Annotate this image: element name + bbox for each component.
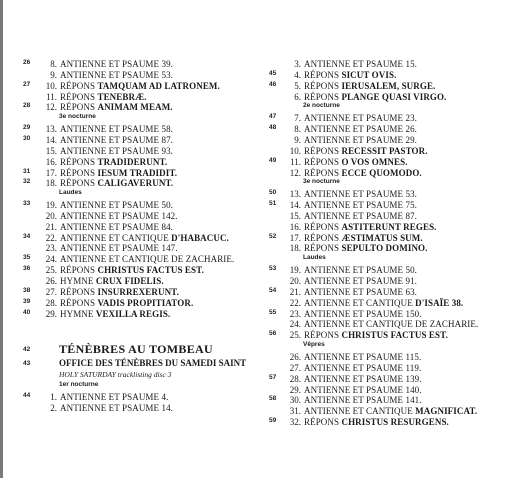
track-title-text: ANTIENNE ET CANTIQUE <box>304 406 416 417</box>
track-title-bold: SEPULTO DOMINO. <box>341 243 428 254</box>
track-title-bold: CHRISTUS RESURGENS. <box>341 417 449 428</box>
track-number: 24. <box>289 319 301 330</box>
track-number: 29. <box>45 308 57 319</box>
track-title-text: ANTIENNE ET CANTIQUE <box>60 232 172 243</box>
track-title-text: ANTIENNE ET PSAUME 15. <box>304 59 418 69</box>
track-title-text: RÉPONS <box>304 80 342 91</box>
track-number: 32. <box>289 417 301 428</box>
track-number: 20. <box>45 210 57 221</box>
track-number: 10. <box>289 145 301 156</box>
page-number: 34 <box>23 232 31 240</box>
track-number: 28. <box>289 373 301 384</box>
track-number: 10. <box>45 80 57 91</box>
track-number: 26. <box>45 276 57 286</box>
track-title-text: ANTIENNE ET PSAUME 14. <box>60 403 174 414</box>
track-title-text: RÉPONS <box>304 243 342 254</box>
track-title-text: ANTIENNE ET PSAUME 139. <box>304 373 422 384</box>
page-number: 39 <box>23 297 31 305</box>
track-number: 29. <box>289 384 301 395</box>
track-number: 5. <box>294 80 301 91</box>
track-title-bold: TAMQUAM AD LATRONEM. <box>97 80 220 91</box>
document-page: 26 8. ANTIENNE ET PSAUME 39. 9. ANTIENNE ET PSAUME 53. 27 10. RÉPONS TAMQUAM AD LATRONEM. 11. RÉPONS TENEBRÆ. 28 12. RÉPONS ANIMAM MEAM. 3e nocturne 29 13. ANTIENNE ET PSAUME 58. 30 14. ANTIENNE ET PSAUME 87. 15. ANTIENNE ET PSAUME 93. 16. RÉPONS TRADIDERUNT. 31 17. RÉPONS IESUM TRADIDIT. 32 18. RÉPONS CALIGAVERUNT. Laudes 33 19. ANTIENNE ET PSAUME 50. 20. ANTIENNE ET PSAUME 142. 21. ANTIENNE ET PSAUME 84. 34 22. ANTIENNE ET CANTIQUE D'HABACUC. 23. ANTIENNE ET PSAUME 147. 35 24. ANTIENNE ET CANTIQUE DE ZACHARIE. 36 25. RÉPONS CHRISTUS FACTUS EST. 26. HYMNE CRUX FIDELIS. 38 27. RÉPONS INSURREXERUNT. 39 28. RÉPONS VADIS PROPITIATOR. 40 29. HYMNE VEXILLA REGIS. 42 TÉNÈBRES AU TOMBEAU 43 OFFICE DES TÉNÈBRES DU SAMEDI SAINT HOLY SATURDAY tracklisting disc 3 1er nocturne 44 1. ANTIENNE ET PSAUME 4. 2. ANTIENNE ET PSAUME 14. 3. ANTIENNE ET PSAUME 15. 45 4. RÉPONS SICUT OVIS. 46 5. RÉPONS IERUSALEM, SURGE. 6. RÉPONS PLANGE QUASI VIRGO. 2e nocturne 47 7. ANTIENNE ET PSAUME 23. 48 8. ANTIENNE ET PSAUME 26. 9. ANTIENNE ET PSAUME 29. 10. RÉPONS RECESSIT PASTOR. 49 11. RÉPONS O VOS OMNES. 12. RÉPONS ECCE QUOMODO. 3e nocturne 50 13. ANTIENNE ET PSAUME 53. 51 14. ANTIENNE ET PSAUME 75. 15. ANTIENNE ET PSAUME 87. 16. RÉPONS ASTITERUNT REGES. 52 17. RÉPONS ÆSTIMATUS SUM. 18. RÉPONS SEPULTO DOMINO. Laudes 53 19. ANTIENNE ET PSAUME 50. 20. ANTIENNE ET PSAUME 91. 54 21. ANTIENNE ET PSAUME 63. 22. ANTIENNE ET CANTIQUE D'ISAÏE 38. 55 23. ANTIENNE ET PSAUME 150. 24. ANTIENNE ET CANTIQUE DE ZACHARIE. 56 25. RÉPONS CHRISTUS FACTUS EST. Vêpres 26. ANTIENNE ET PSAUME 115. 27. ANTIENNE ET PSAUME 119. 57 28. ANTIENNE ET PSAUME 139. 29. ANTIENNE ET PSAUME 140. 58 30. ANTIENNE ET PSAUME 141. 31. ANTIENNE ET CANTIQUE MAGNIFICAT. 59 32. RÉPONS CHRISTUS RESURGENS. <box>0 0 521 478</box>
track-number: 22. <box>45 232 57 243</box>
page-number: 28 <box>23 102 31 110</box>
track-title-bold: TENEBRÆ. <box>97 91 147 102</box>
page-number: 50 <box>269 189 277 197</box>
track-title-bold: INSURREXERUNT. <box>97 286 179 297</box>
track-number: 25. <box>289 330 301 341</box>
track-title-text: ANTIENNE ET PSAUME 75. <box>304 200 418 211</box>
track-title <box>60 309 170 319</box>
track-title-text: HYMNE <box>60 308 96 319</box>
track-title-bold: VEXILLA REGIS. <box>95 308 171 319</box>
page-number: 57 <box>269 373 277 381</box>
track-title <box>60 403 173 413</box>
track-number: 18. <box>289 243 301 254</box>
page-number: 56 <box>269 330 277 338</box>
track-title-text: ANTIENNE ET PSAUME 141. <box>304 395 422 406</box>
track-number: 15. <box>45 145 57 156</box>
track-title-text: RÉPONS <box>304 330 342 341</box>
track-title-text: ANTIENNE ET PSAUME 29. <box>304 134 418 145</box>
track-title-text: ANTIENNE ET PSAUME 84. <box>60 221 174 232</box>
page-number: 33 <box>23 200 31 208</box>
track-title <box>304 330 448 340</box>
track-title-text: RÉPONS <box>60 265 98 276</box>
track-title-text: RÉPONS <box>60 297 98 308</box>
track-title-text: RÉPONS <box>304 91 342 102</box>
track-title-bold: D'ISAÏE 38. <box>415 297 464 308</box>
page-number: 49 <box>269 156 277 164</box>
track-title-text: ANTIENNE ET CANTIQUE DE ZACHARIE. <box>304 319 479 330</box>
track-number: 26. <box>289 351 301 362</box>
track-title-text: RÉPONS <box>60 156 98 167</box>
track-number: 3. <box>294 59 301 69</box>
track-title-bold: CALIGAVERUNT. <box>97 178 174 189</box>
track-title-text: ANTIENNE ET PSAUME 39. <box>60 59 174 69</box>
track-title-bold: TRADIDERUNT. <box>97 156 168 167</box>
track-number: 11. <box>46 91 57 102</box>
track-number: 4. <box>294 69 301 80</box>
track-title-bold: PLANGE QUASI VIRGO. <box>341 91 447 102</box>
track-number: 16. <box>45 156 57 167</box>
track-number: 23. <box>45 243 57 254</box>
page-number: 29 <box>23 124 31 132</box>
track-title-text: RÉPONS <box>60 91 98 102</box>
page-number: 59 <box>269 417 277 425</box>
track-title-bold: CHRISTUS FACTUS EST. <box>97 265 204 276</box>
track-title-text: ANTIENNE ET PSAUME 91. <box>304 276 418 286</box>
track-title-text: RÉPONS <box>304 69 342 80</box>
track-number: 24. <box>45 254 57 265</box>
page-number: 31 <box>23 167 31 175</box>
track-title-text: RÉPONS <box>304 221 342 232</box>
page-number: 54 <box>269 286 277 294</box>
page-number: 26 <box>23 59 31 66</box>
track-title-bold: VADIS PROPITIATOR. <box>97 297 194 308</box>
track-title-bold: IERUSALEM, SURGE. <box>341 80 436 91</box>
track-title-text: RÉPONS <box>60 80 98 91</box>
track-number: 21. <box>45 221 57 232</box>
track-number: 25. <box>45 265 57 276</box>
track-title-text: RÉPONS <box>304 167 342 178</box>
track-number: 17. <box>289 232 301 243</box>
track-number: 16. <box>289 221 301 232</box>
track-title-text: ANTIENNE ET PSAUME 140. <box>304 384 422 395</box>
track-number: 2. <box>50 403 57 414</box>
track-title-bold: ANIMAM MEAM. <box>97 102 173 113</box>
track-title-bold: ÆSTIMATUS SUM. <box>341 232 423 243</box>
track-number: 13. <box>45 124 57 135</box>
track-title-bold: CHRISTUS FACTUS EST. <box>341 330 448 341</box>
track-title-text: ANTIENNE ET PSAUME 4. <box>60 392 169 403</box>
page-number: 55 <box>269 308 277 316</box>
page-number: 38 <box>23 286 31 294</box>
track-title-text: ANTIENNE ET PSAUME 93. <box>60 145 174 156</box>
page-number: 32 <box>23 178 31 186</box>
left-edge-bar <box>0 0 3 478</box>
track-number: 21. <box>289 286 301 297</box>
track-number: 12. <box>289 167 301 178</box>
track-number: 9. <box>50 69 57 80</box>
track-title-text: ANTIENNE ET PSAUME 50. <box>60 200 174 211</box>
track-title-bold: ASTITERUNT REGES. <box>341 221 437 232</box>
track-title-text: ANTIENNE ET PSAUME 142. <box>60 210 178 221</box>
page-number: 30 <box>23 134 31 142</box>
track-title-text: ANTIENNE ET PSAUME 87. <box>60 134 174 145</box>
track-title-bold: D'HABACUC. <box>171 232 229 243</box>
page-number: 44 <box>23 392 31 400</box>
track-title-text: RÉPONS <box>60 167 98 178</box>
track-number: 1. <box>50 392 57 403</box>
track-title-text: RÉPONS <box>60 286 98 297</box>
track-title-text: ANTIENNE ET PSAUME 115. <box>304 351 422 362</box>
track-number: 15. <box>289 210 301 221</box>
track-number: 31. <box>289 406 301 417</box>
page-number: 27 <box>23 80 31 88</box>
track-number: 28. <box>45 297 57 308</box>
track-title <box>304 417 449 427</box>
track-number: 13. <box>289 189 301 200</box>
track-title-text: RÉPONS <box>304 232 342 243</box>
track-title-text: RÉPONS <box>304 145 342 156</box>
track-title-text: RÉPONS <box>60 102 98 113</box>
track-number: 22. <box>289 297 301 308</box>
track-number: 6. <box>294 91 301 102</box>
page-number: 58 <box>269 395 277 403</box>
track-number: 27. <box>289 362 301 373</box>
page-number: 40 <box>23 308 31 316</box>
track-number: 14. <box>45 134 57 145</box>
track-number: 30. <box>289 395 301 406</box>
track-title-bold: IESUM TRADIDIT. <box>97 167 178 178</box>
page-number: 48 <box>269 124 277 132</box>
track-title-text: ANTIENNE ET PSAUME 58. <box>60 124 174 135</box>
track-title-text: ANTIENNE ET PSAUME 53. <box>60 69 174 80</box>
track-title-text: ANTIENNE ET PSAUME 87. <box>304 210 418 221</box>
track-title-bold: MAGNIFICAT. <box>415 406 478 417</box>
track-number: 27. <box>45 286 57 297</box>
page-number: 36 <box>23 265 31 273</box>
track-number: 11. <box>290 156 301 167</box>
track-number: 8. <box>50 59 57 69</box>
track-title-text: RÉPONS <box>304 156 342 167</box>
track-title-text: ANTIENNE ET PSAUME 147. <box>60 243 178 254</box>
track-number: 17. <box>45 167 57 178</box>
track-title-text: ANTIENNE ET CANTIQUE <box>304 297 416 308</box>
page-number: 35 <box>23 254 31 262</box>
track-number: 7. <box>294 113 301 124</box>
track-number: 8. <box>294 124 301 135</box>
track-title-text: ANTIENNE ET PSAUME 50. <box>304 265 418 276</box>
track-number: 23. <box>289 308 301 319</box>
page-number: 42 <box>23 346 31 354</box>
track-title-text: RÉPONS <box>304 417 342 428</box>
track-title-text: ANTIENNE ET PSAUME 119. <box>304 362 422 373</box>
track-title-text: ANTIENNE ET PSAUME 26. <box>304 124 418 135</box>
page-number: 43 <box>23 359 31 367</box>
track-title-text: HYMNE <box>60 276 96 286</box>
track-title-bold: RECESSIT PASTOR. <box>341 145 428 156</box>
track-number: 19. <box>289 265 301 276</box>
page-number: 51 <box>269 200 277 208</box>
track-title-text: RÉPONS <box>60 178 98 189</box>
track-title-bold: ECCE QUOMODO. <box>341 167 422 178</box>
track-number: 14. <box>289 200 301 211</box>
track-number: 12. <box>45 102 57 113</box>
track-title-bold: SICUT OVIS. <box>341 69 397 80</box>
track-title-text: ANTIENNE ET PSAUME 23. <box>304 113 418 124</box>
page-number: 53 <box>269 265 277 273</box>
page-number: 47 <box>269 113 277 121</box>
track-number: 9. <box>294 134 301 145</box>
page-number: 52 <box>269 232 277 240</box>
track-number: 19. <box>45 200 57 211</box>
track-title-text: ANTIENNE ET PSAUME 53. <box>304 189 418 200</box>
track-title-bold: O VOS OMNES. <box>341 156 408 167</box>
track-number: 18. <box>45 178 57 189</box>
page-number: 45 <box>269 69 277 77</box>
page-number: 46 <box>269 80 277 88</box>
track-number: 20. <box>289 276 301 286</box>
track-title-text: ANTIENNE ET PSAUME 63. <box>304 286 418 297</box>
track-title-bold: CRUX FIDELIS. <box>95 276 164 286</box>
track-title-text: ANTIENNE ET PSAUME 150. <box>304 308 422 319</box>
track-title-text: ANTIENNE ET CANTIQUE DE ZACHARIE. <box>60 254 235 265</box>
